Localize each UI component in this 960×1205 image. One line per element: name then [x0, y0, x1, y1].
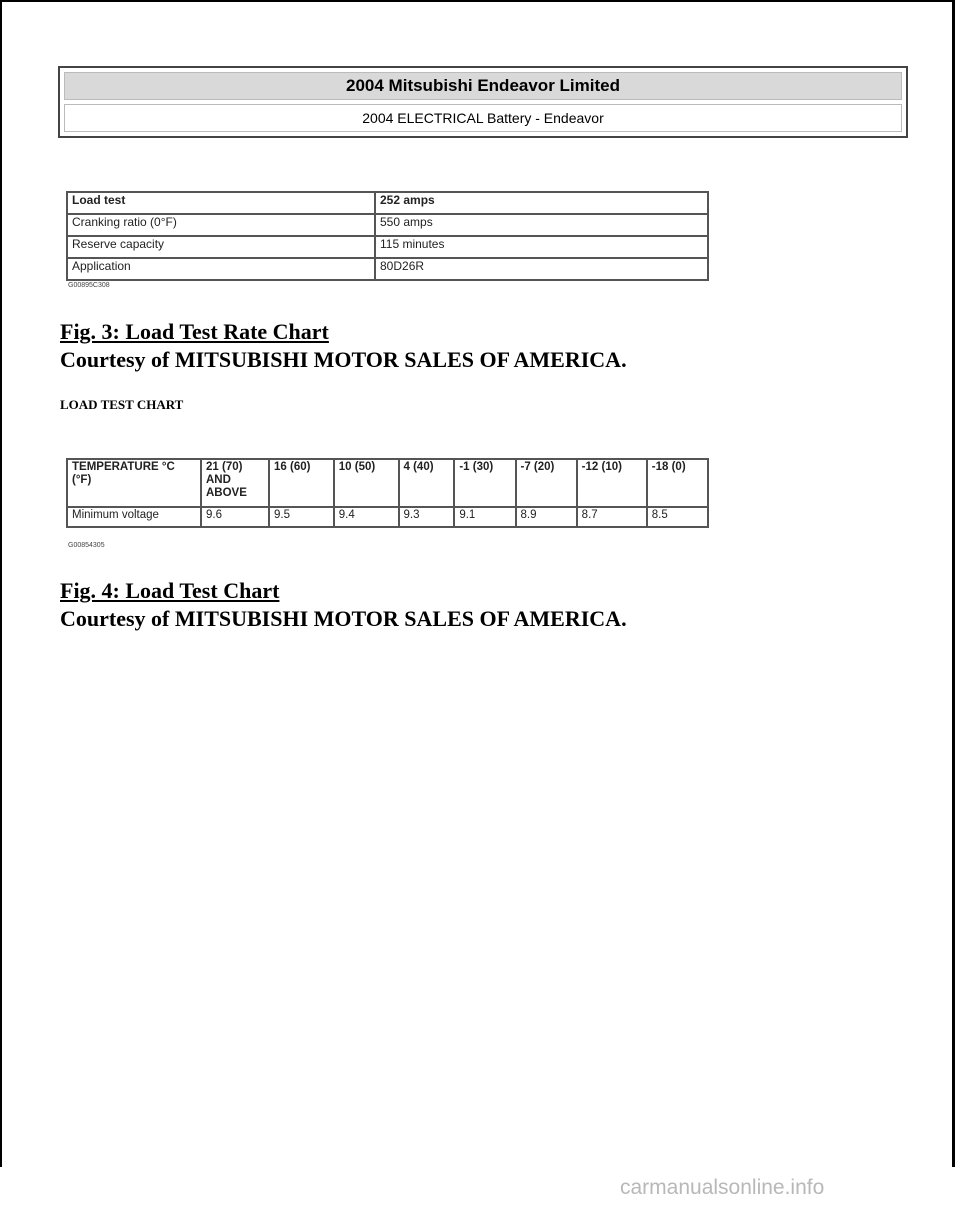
table-header-cell: 21 (70) AND ABOVE: [201, 459, 269, 507]
figure-caption: [60, 577, 627, 633]
table-row: [67, 214, 708, 236]
table-cell: 9.3: [399, 507, 455, 527]
table-header-row: [67, 459, 708, 507]
document-title: 2004 Mitsubishi Endeavor Limited: [64, 72, 902, 100]
table-cell: 9.5: [269, 507, 334, 527]
table-cell: 9.1: [454, 507, 515, 527]
figure-courtesy: Courtesy of MITSUBISHI MOTOR SALES OF AMERICA.: [60, 606, 627, 631]
table-header-cell: 16 (60): [269, 459, 334, 507]
table-row: [67, 192, 708, 214]
table-cell: Load test: [67, 192, 375, 214]
table-cell: Reserve capacity: [67, 236, 375, 258]
watermark: carmanualsonline.info: [620, 1176, 825, 1199]
table-cell: 8.7: [577, 507, 647, 527]
figure-caption: [60, 318, 627, 374]
load-test-rate-table: [66, 191, 709, 281]
document-subtitle: 2004 ELECTRICAL Battery - Endeavor: [64, 104, 902, 132]
table-header-cell: -12 (10): [577, 459, 647, 507]
section-heading: LOAD TEST CHART: [60, 397, 184, 412]
figure-label: Fig. 3: Load Test Rate Chart: [60, 319, 329, 344]
table-row: [67, 507, 708, 527]
document-header: [58, 66, 908, 138]
load-test-chart-table: [66, 458, 709, 528]
table-cell: 9.4: [334, 507, 399, 527]
table-header-cell: 4 (40): [399, 459, 455, 507]
table-cell: 115 minutes: [375, 236, 708, 258]
table-cell: 550 amps: [375, 214, 708, 236]
table-header-cell: 10 (50): [334, 459, 399, 507]
figure-label: Fig. 4: Load Test Chart: [60, 578, 280, 603]
table-cell: Minimum voltage: [67, 507, 201, 527]
table-cell: 9.6: [201, 507, 269, 527]
table-header-cell: -1 (30): [454, 459, 515, 507]
table-cell: 252 amps: [375, 192, 708, 214]
table-header-cell: TEMPERATURE °C (°F): [67, 459, 201, 507]
table-header-cell: -18 (0): [647, 459, 708, 507]
table-row: [67, 236, 708, 258]
table-row: [67, 258, 708, 280]
table-cell: 80D26R: [375, 258, 708, 280]
figure-courtesy: Courtesy of MITSUBISHI MOTOR SALES OF AMERICA.: [60, 347, 627, 372]
table-header-cell: -7 (20): [516, 459, 577, 507]
table-cell: 8.5: [647, 507, 708, 527]
table-cell: 8.9: [516, 507, 577, 527]
figure-code: G00854305: [68, 542, 105, 549]
figure-code: G00895C308: [68, 282, 110, 289]
table-cell: Cranking ratio (0°F): [67, 214, 375, 236]
table-cell: Application: [67, 258, 375, 280]
